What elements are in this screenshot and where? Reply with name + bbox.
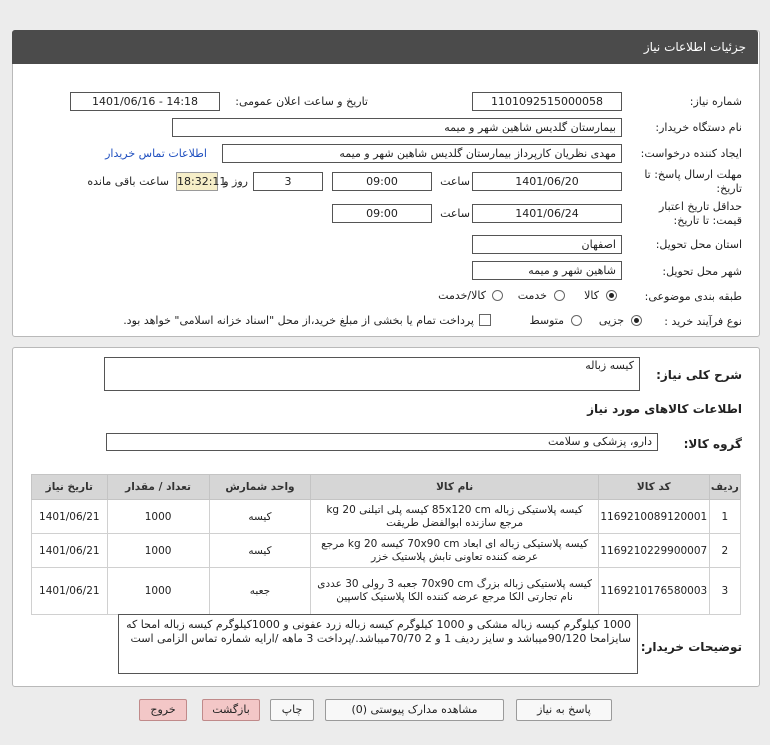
- goods-group-label: گروه کالا:: [683, 437, 742, 451]
- summary-field: کیسه زباله: [104, 357, 640, 391]
- requester-label: ایجاد کننده درخواست:: [640, 147, 742, 160]
- summary-label: شرح کلی نیاز:: [656, 368, 742, 382]
- cell-row: 3: [709, 568, 740, 615]
- validity-date-field: 1401/06/24: [472, 204, 622, 223]
- reply-time-label: ساعت: [440, 175, 470, 188]
- reply-time-field: 09:00: [332, 172, 432, 191]
- goods-table: [31, 474, 741, 615]
- category-radio-goods[interactable]: [606, 290, 617, 301]
- contact-info-link[interactable]: اطلاعات تماس خریدار: [105, 147, 207, 160]
- need-number-field: 1101092515000058: [472, 92, 622, 111]
- table-row: [32, 568, 741, 615]
- cell-need-date: 1401/06/21: [32, 534, 108, 568]
- remaining-time-field: 18:32:11: [176, 172, 218, 191]
- announce-datetime-label: تاریخ و ساعت اعلان عمومی:: [235, 95, 368, 108]
- view-attachments-button[interactable]: مشاهده مدارک پیوستی (0): [325, 699, 504, 721]
- requester-field: مهدی نظریان کارپرداز بیمارستان گلدیس شاهین شهر و میمه: [222, 144, 622, 163]
- process-radio-minor[interactable]: [631, 315, 642, 326]
- announce-datetime-field: 1401/06/16 - 14:18: [70, 92, 220, 111]
- process-option-minor: جزیی: [598, 314, 624, 327]
- col-need-date: تاریخ نیاز: [32, 475, 108, 500]
- col-row: ردیف: [709, 475, 740, 500]
- col-goods-name: نام کالا: [311, 475, 598, 500]
- table-row: [32, 500, 741, 534]
- print-button[interactable]: چاپ: [270, 699, 314, 721]
- cell-unit: کیسه: [209, 500, 311, 534]
- need-number-label: شماره نیاز:: [689, 95, 742, 108]
- process-label: نوع فرآیند خرید :: [664, 315, 742, 328]
- cell-quantity: 1000: [107, 568, 209, 615]
- validity-label-2: قیمت: تا تاریخ:: [673, 214, 742, 227]
- city-label: شهر محل تحویل:: [662, 265, 742, 278]
- reply-date-field: 1401/06/20: [472, 172, 622, 191]
- category-option-service: خدمت: [517, 289, 547, 302]
- day-and-label: روز و: [223, 175, 248, 188]
- category-label: طبقه بندی موضوعی:: [644, 290, 742, 303]
- cell-unit: کیسه: [209, 534, 311, 568]
- goods-group-field: دارو، پزشکی و سلامت: [106, 433, 658, 451]
- city-field: شاهین شهر و میمه: [472, 261, 622, 280]
- days-field: 3: [253, 172, 323, 191]
- col-goods-code: کد کالا: [598, 475, 709, 500]
- cell-need-date: 1401/06/21: [32, 568, 108, 615]
- buyer-org-label: نام دستگاه خریدار:: [655, 121, 742, 134]
- back-button[interactable]: بازگشت: [202, 699, 260, 721]
- category-option-goods: کالا: [584, 289, 599, 302]
- cell-goods-name: کیسه پلاستیکی زباله 85x120 cm کیسه پلی اتیلنی 20 kg مرجع سازنده ابوالفضل طریقت: [311, 500, 598, 534]
- buyer-org-field: بیمارستان گلدیس شاهین شهر و میمه: [172, 118, 622, 137]
- buyer-notes-field: 1000 کیلوگرم کیسه زباله مشکی و 1000 کیلوگرم کیسه زباله زرد عفونی و 1000کیلوگرم کیسه زباله امحا که سایزامحا 90/120میباشد و سایز ردیف 1 و 2 70/70میباشد./پرداخت 3 ماهه /ارایه شماره تماس الزامی است: [118, 614, 638, 674]
- cell-goods-code: 1169210176580003: [598, 568, 709, 615]
- validity-time-label: ساعت: [440, 207, 470, 220]
- treasury-payment-note: پرداخت تمام یا بخشی از مبلغ خرید،از محل "اسناد خزانه اسلامی" خواهد بود.: [123, 314, 474, 327]
- buyer-notes-label: توضیحات خریدار:: [640, 640, 742, 654]
- remaining-label: ساعت باقی مانده: [87, 175, 169, 188]
- cell-row: 2: [709, 534, 740, 568]
- process-option-medium: متوسط: [529, 314, 564, 327]
- category-radio-service[interactable]: [554, 290, 565, 301]
- validity-label: حداقل تاریخ اعتبار: [658, 200, 742, 213]
- col-quantity: تعداد / مقدار: [107, 475, 209, 500]
- treasury-payment-checkbox[interactable]: [479, 314, 491, 326]
- cell-quantity: 1000: [107, 500, 209, 534]
- cell-quantity: 1000: [107, 534, 209, 568]
- goods-section-title: اطلاعات کالاهای مورد نیاز: [587, 402, 742, 416]
- category-radio-goods-service[interactable]: [492, 290, 503, 301]
- page-title: جزئیات اطلاعات نیاز: [643, 40, 746, 54]
- validity-time-field: 09:00: [332, 204, 432, 223]
- cell-unit: جعبه: [209, 568, 311, 615]
- cell-goods-name: کیسه پلاستیکی زباله بزرگ 70x90 cm جعبه 3 رولی 30 عددی نام تجارتی الکا مرجع عرضه کننده الکا پلاستیک کاسپین: [311, 568, 598, 615]
- category-option-goods-service: کالا/خدمت: [438, 289, 486, 302]
- reply-deadline-label-2: تاریخ:: [716, 182, 742, 195]
- reply-button[interactable]: پاسخ به نیاز: [516, 699, 612, 721]
- reply-deadline-label: مهلت ارسال پاسخ: تا: [644, 168, 742, 181]
- table-row: [32, 534, 741, 568]
- cell-need-date: 1401/06/21: [32, 500, 108, 534]
- panel-header: [12, 30, 758, 64]
- cell-goods-code: 1169210229900007: [598, 534, 709, 568]
- cell-goods-code: 1169210089120001: [598, 500, 709, 534]
- col-unit: واحد شمارش: [209, 475, 311, 500]
- cell-row: 1: [709, 500, 740, 534]
- cell-goods-name: کیسه پلاستیکی زباله ای ابعاد 70x90 cm کیسه 20 kg مرجع عرضه کننده تعاونی تابش پلاستیک خزر: [311, 534, 598, 568]
- province-field: اصفهان: [472, 235, 622, 254]
- process-radio-medium[interactable]: [571, 315, 582, 326]
- province-label: استان محل تحویل:: [655, 238, 742, 251]
- table-header-row: [32, 475, 741, 500]
- exit-button[interactable]: خروج: [139, 699, 187, 721]
